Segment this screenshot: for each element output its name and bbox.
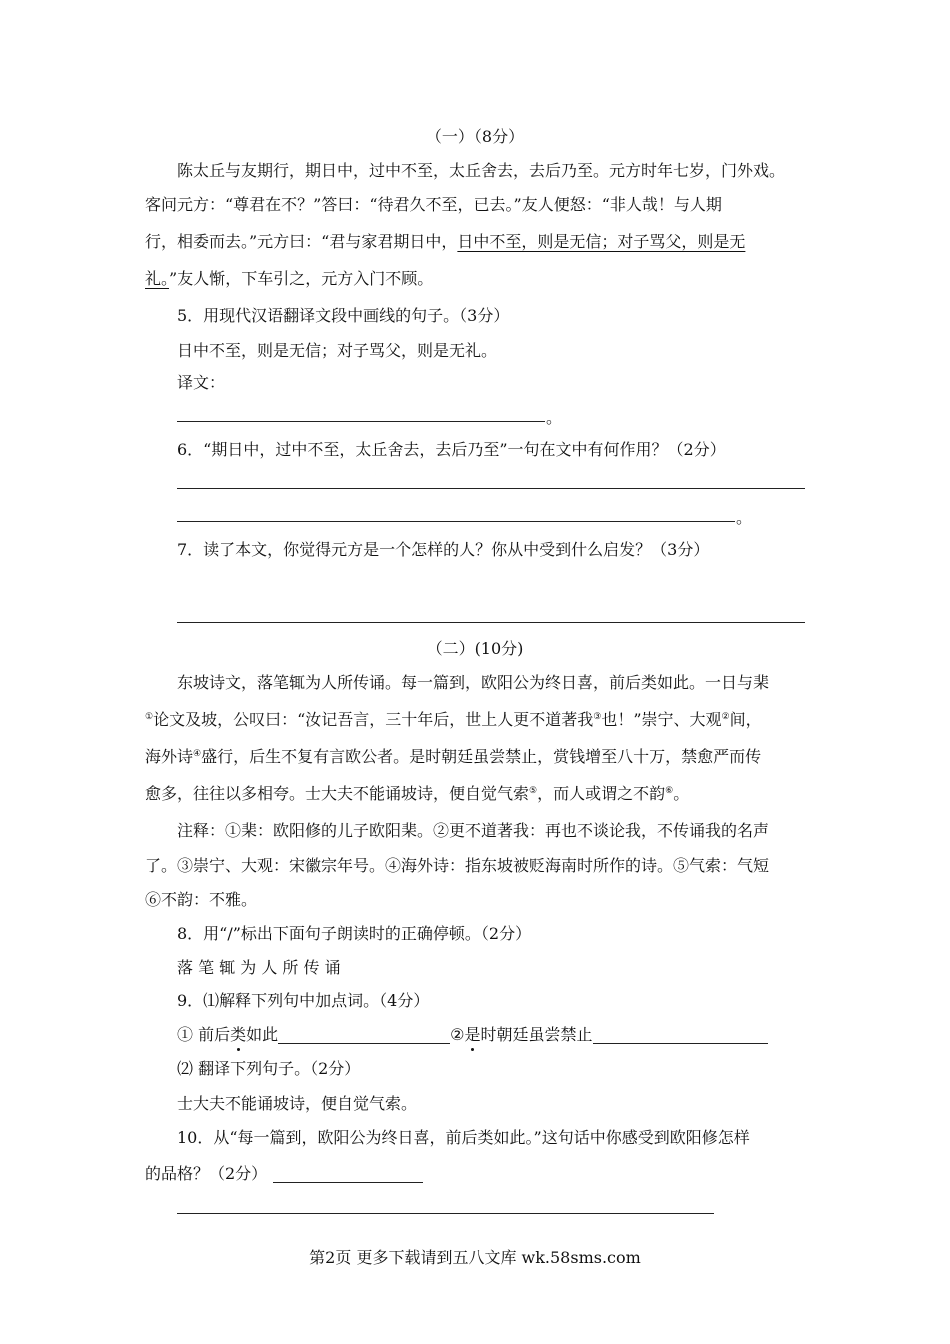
passage2-line3-a: 海外诗 bbox=[145, 747, 194, 766]
q7-answer-line[interactable] bbox=[177, 622, 805, 623]
passage1-line3-text: 行，相委而去。”元方曰：“君与家君期日中， bbox=[145, 232, 458, 251]
passage1-line3 bbox=[145, 231, 745, 253]
q8-stem: 8．用“/”标出下面句子朗读时的正确停顿。（2分） bbox=[177, 924, 532, 943]
q9-sub2-stem: ⑵ 翻译下列句子。（2分） bbox=[177, 1059, 361, 1078]
q6-end-mark: 。 bbox=[736, 508, 753, 527]
q9-sentence: 士大夫不能诵坡诗，便自觉气索。 bbox=[177, 1094, 418, 1113]
q8-sentence: 落 笔 辄 为 人 所 传 诵 bbox=[177, 958, 341, 977]
notes-line3: ⑥不韵：不雅。 bbox=[145, 890, 258, 909]
dotted-word: 是 bbox=[464, 1025, 481, 1044]
passage2-line1: 东坡诗文，落笔辄为人所传诵。每一篇到，欧阳公为终日喜，前后类如此。一日与棐 bbox=[177, 673, 770, 692]
passage2-line4-b: ，而人或谓之不韵 bbox=[537, 784, 666, 803]
passage1-line1: 陈太丘与友期行，期日中，过中不至，太丘舍去，去后乃至。元方时年七岁，门外戏。 bbox=[177, 161, 786, 180]
passage2-line3 bbox=[145, 746, 761, 768]
q5-answer-line[interactable] bbox=[177, 421, 545, 422]
q5-label: 译文： bbox=[177, 373, 226, 392]
q6-answer-line-2[interactable] bbox=[177, 521, 735, 522]
q5-sentence: 日中不至，则是无信；对子骂父，则是无礼。 bbox=[177, 341, 498, 360]
q9-item2-text: 时朝廷虽尝禁止 bbox=[480, 1025, 593, 1044]
footnote-mark: ③ bbox=[593, 712, 602, 722]
q9-items bbox=[177, 1024, 768, 1046]
dotted-word: 类 bbox=[230, 1025, 247, 1044]
q10-line1: 10．从“每一篇到，欧阳公为终日喜，前后类如此。”这句话中你感受到欧阳修怎样 bbox=[177, 1128, 750, 1147]
q9-item1-text: ① 前后 bbox=[177, 1025, 231, 1044]
section1-title: （一）（8分） bbox=[425, 127, 525, 146]
footnote-mark: ① bbox=[145, 712, 154, 722]
q5-stem: 5．用现代汉语翻译文段中画线的句子。（3分） bbox=[177, 306, 510, 325]
passage2-line3-b: 盛行，后生不复有言欧公者。是时朝廷虽尝禁止，赏钱增至八十万，禁愈严而传 bbox=[201, 747, 762, 766]
footnote-mark: ⑤ bbox=[529, 786, 538, 796]
q9-stem: 9．⑴解释下列句中加点词。（4分） bbox=[177, 991, 430, 1010]
passage1-line4-text: ”友人惭，下车引之，元方入门不顾。 bbox=[169, 269, 434, 288]
q5-end-mark: 。 bbox=[546, 408, 563, 427]
q10-answer-line[interactable] bbox=[177, 1213, 714, 1214]
passage2-line4-c: 。 bbox=[673, 784, 690, 803]
notes-line2: 了。③崇宁、大观：宋徽宗年号。④海外诗：指东坡被贬海南时所作的诗。⑤气索：气短 bbox=[145, 856, 770, 875]
page-footer: 第2页 更多下载请到五八文库 wk.58sms.com bbox=[309, 1248, 641, 1267]
notes-line1: 注释：①棐：欧阳修的儿子欧阳棐。②更不道著我：再也不谈论我，不传诵我的名声 bbox=[177, 821, 770, 840]
q10-answer-blank[interactable] bbox=[273, 1164, 423, 1183]
footnote-mark: ④ bbox=[193, 749, 202, 759]
passage2-line2-a: 论文及坡，公叹曰：“汝记吾言，三十年后，世上人更不道著我 bbox=[153, 710, 594, 729]
passage2-line4 bbox=[145, 783, 689, 805]
q9-item1-text-end: 如此 bbox=[246, 1025, 279, 1044]
passage2-line2-c: 间， bbox=[729, 710, 762, 729]
passage1-line2: 客问元方：“尊君在不？”答曰：“待君久不至，已去。”友人便怒：“非人哉！与人期 bbox=[145, 195, 722, 214]
passage2-line2-b: 也！”崇宁、大观 bbox=[601, 710, 722, 729]
q6-answer-line-1[interactable] bbox=[177, 488, 805, 489]
passage2-line2 bbox=[145, 709, 762, 731]
q9-item1-blank[interactable] bbox=[278, 1025, 450, 1044]
passage1-line4 bbox=[145, 268, 433, 290]
q9-item2-num: ② bbox=[450, 1025, 465, 1044]
underlined-sentence-part2: 礼。 bbox=[145, 269, 170, 288]
q10-line2 bbox=[145, 1163, 423, 1185]
section2-title: （二）(10分) bbox=[426, 639, 524, 658]
footnote-mark: ② bbox=[721, 712, 730, 722]
footnote-mark: ⑥ bbox=[665, 786, 674, 796]
q10-line2-text: 的品格？（2分） bbox=[145, 1164, 268, 1183]
q6-stem: 6．“期日中，过中不至，太丘舍去，去后乃至”一句在文中有何作用？（2分） bbox=[177, 440, 726, 459]
underlined-sentence-part1: 日中不至，则是无信；对子骂父，则是无 bbox=[457, 232, 746, 251]
passage2-line4-a: 愈多，往往以多相夸。士大夫不能诵坡诗，便自觉气索 bbox=[145, 784, 530, 803]
q7-stem: 7．读了本文，你觉得元方是一个怎样的人？你从中受到什么启发？（3分） bbox=[177, 540, 710, 559]
q9-item2-blank[interactable] bbox=[593, 1025, 768, 1044]
